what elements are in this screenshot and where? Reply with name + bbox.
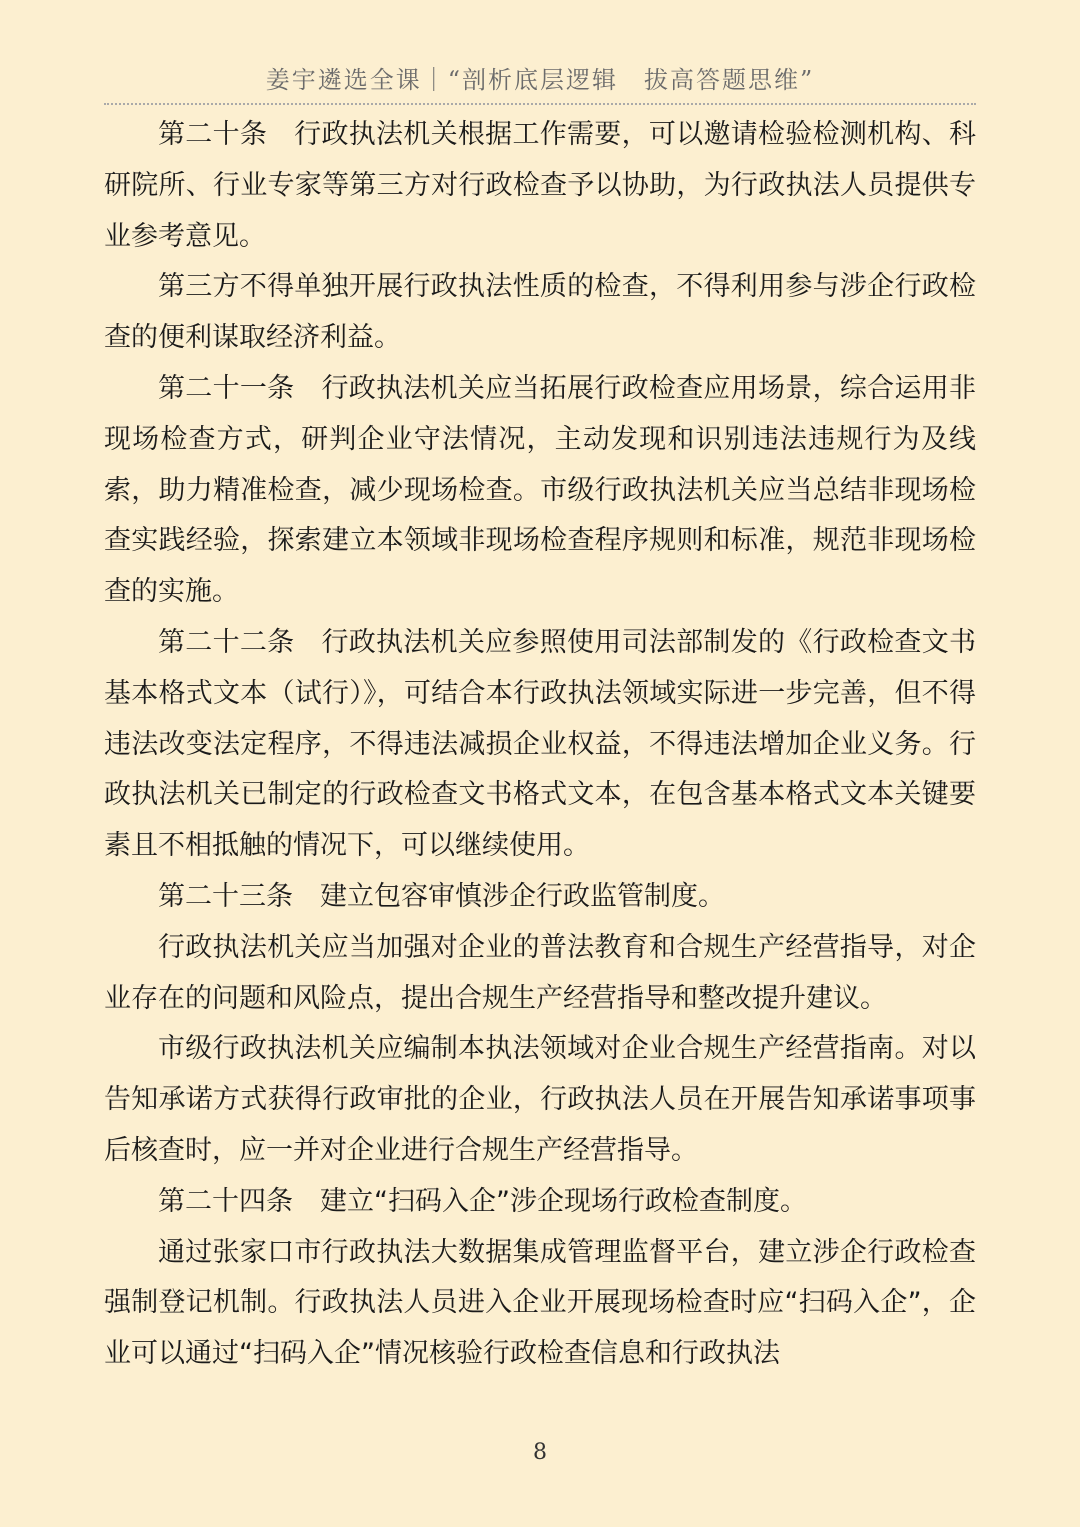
paragraph: [104, 110, 976, 262]
paragraph-text: 建立包容审慎涉企行政监管制度。: [320, 880, 725, 912]
paragraph-text: 建立“扫码入企”涉企现场行政检查制度。: [320, 1185, 807, 1217]
paragraph: [104, 1177, 976, 1228]
paragraph-text: 第三方不得单独开展行政执法性质的检查，不得利用参与涉企行政检查的便利谋取经济利益。: [104, 271, 976, 354]
paragraph-text: 行政执法机关根据工作需要，可以邀请检验检测机构、科研院所、行业专家等第三方对行政检查予以协助，为行政执法人员提供专业参考意见。: [104, 119, 977, 252]
paragraph-text: 通过张家口市行政执法大数据集成管理监督平台，建立涉企行政检查强制登记机制。行政执法人员进入企业开展现场检查时应“扫码入企”，企业可以通过“扫码入企”情况核验行政检查信息和行政执法: [104, 1236, 976, 1370]
paragraph: [104, 262, 976, 364]
document-body: [104, 110, 976, 1380]
article-number: 第二十三条: [158, 880, 293, 912]
page-number: 8: [533, 1440, 547, 1465]
article-number: 第二十条: [158, 119, 268, 150]
article-number: 第二十四条: [158, 1185, 293, 1217]
header-divider: [104, 103, 976, 105]
running-header: 姜宇遴选全课｜“剖析底层逻辑 拔高答题思维”: [265, 66, 815, 94]
article-number: 第二十二条: [158, 626, 295, 658]
paragraph: [104, 618, 976, 872]
paragraph-text: 行政执法机关应当加强对企业的普法教育和合规生产经营指导，对企业存在的问题和风险点，提出合规生产经营指导和整改提升建议。: [104, 931, 976, 1014]
paragraph: [104, 364, 976, 618]
paragraph-text: 行政执法机关应当拓展行政检查应用场景，综合运用非现场检查方式，研判企业守法情况，主动发现和识别违法违规行为及线索，助力精准检查，减少现场检查。市级行政执法机关应当总结非现场检查实践经验，探索建立本领域非现场检查程序规则和标准，规范非现场检查的实施。: [104, 372, 977, 608]
paragraph: [104, 872, 976, 923]
article-number: 第二十一条: [158, 372, 295, 404]
paragraph: [104, 1228, 976, 1380]
paragraph-text: 行政执法机关应参照使用司法部制发的《行政检查文书基本格式文本（试行）》，可结合本行政执法领域实际进一步完善，但不得违法改变法定程序，不得违法减损企业权益，不得违法增加企业义务。行政执法机关已制定的行政检查文书格式文本，在包含基本格式文本关键要素且不相抵触的情况下，可以继续使用。: [104, 626, 977, 862]
paragraph: [104, 923, 976, 1025]
paragraph-text: 市级行政执法机关应编制本执法领域对企业合规生产经营指南。对以告知承诺方式获得行政审批的企业，行政执法人员在开展告知承诺事项事后核查时，应一并对企业进行合规生产经营指导。: [104, 1033, 976, 1166]
paragraph: [104, 1024, 976, 1176]
